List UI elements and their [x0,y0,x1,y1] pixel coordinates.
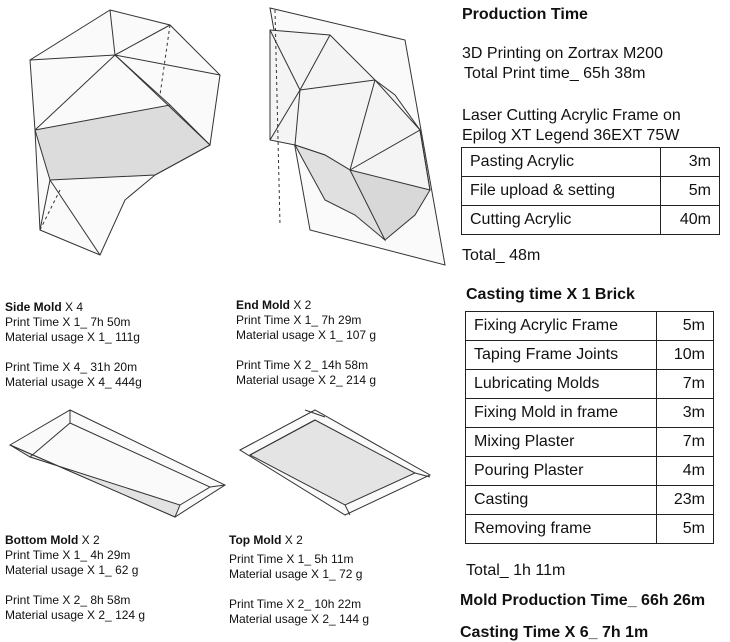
mold-count: X 2 [290,298,312,312]
mold-name: End Mold [236,298,290,312]
mold-line: Material usage X 4_ 444g [5,375,142,389]
mold-line: Material usage X 1_ 62 g [5,563,139,577]
mold-line: Material usage X 2_ 144 g [229,612,370,626]
time-cell: 10m [656,341,713,370]
mold-line: Print Time X 1_ 7h 50m [5,315,131,329]
casting-title: Casting time X 1 Brick [466,286,635,303]
mold-line: Print Time X 2_ 10h 22m [229,597,362,611]
table-row [462,148,720,177]
time-cell: 7m [656,370,713,399]
task-cell: Taping Frame Joints [466,341,657,370]
time-cell: 23m [656,486,713,515]
table-row [466,370,714,399]
mold-line: Material usage X 2_ 124 g [5,608,146,622]
mold-line: Material usage X 1_ 107 g [236,328,377,342]
task-cell: Removing frame [466,515,657,544]
mold-count: X 2 [78,533,100,547]
casting-total: Total_ 1h 11m [466,562,566,579]
mold-line: Material usage X 1_ 111g [5,330,140,344]
task-cell: Casting [466,486,657,515]
table-row [466,312,714,341]
task-cell: Fixing Acrylic Frame [466,312,657,341]
time-cell: 5m [660,177,719,206]
table-row [462,206,720,235]
laser-title-line1: Laser Cutting Acrylic Frame on [462,107,681,124]
mold-line: Print Time X 4_ 31h 20m [5,360,138,374]
printer-line: 3D Printing on Zortrax M200 [462,45,663,62]
top-mold-drawing [235,405,435,520]
mold-name: Bottom Mold [5,533,79,547]
end-mold-drawing [255,0,455,270]
table-row [466,515,714,544]
mold-line: Material usage X 1_ 72 g [229,567,363,581]
task-cell: Cutting Acrylic [462,206,661,235]
total-print-time: Total Print time_ 65h 38m [464,65,646,82]
time-cell: 3m [656,399,713,428]
mold-line [5,345,142,360]
mold-name: Side Mold [5,300,62,314]
casting-time-x6: Casting Time X 6_ 7h 1m [460,624,649,641]
mold-name: Top Mold [229,533,282,547]
table-row [466,341,714,370]
table-row [466,457,714,486]
end-mold-label [236,298,376,388]
mold-line: Print Time X 2_ 14h 58m [236,358,369,372]
task-cell: File upload & setting [462,177,661,206]
mold-line: Print Time X 1_ 7h 29m [236,313,362,327]
time-cell: 4m [656,457,713,486]
table-row [466,428,714,457]
production-time-title: Production Time [462,6,588,23]
mold-line: Print Time X 1_ 4h 29m [5,548,131,562]
mold-line: Print Time X 1_ 5h 11m [229,552,354,566]
mold-line [229,582,369,597]
side-mold-drawing [20,0,230,260]
table-row [462,177,720,206]
time-cell: 5m [656,515,713,544]
time-cell: 5m [656,312,713,341]
table-row [466,486,714,515]
casting-table [465,311,714,544]
mold-count: X 4 [61,300,84,314]
laser-title-line2: Epilog XT Legend 36EXT 75W [462,127,680,144]
laser-table [461,147,720,235]
mold-line [5,578,145,593]
mold-production-time: Mold Production Time_ 66h 26m [460,592,706,609]
task-cell: Mixing Plaster [466,428,657,457]
task-cell: Pouring Plaster [466,457,657,486]
top-mold-label [229,533,369,627]
task-cell: Pasting Acrylic [462,148,661,177]
mold-line: Print Time X 2_ 8h 58m [5,593,131,607]
time-cell: 7m [656,428,713,457]
bottom-mold-drawing [5,405,230,520]
table-row [466,399,714,428]
time-cell: 40m [660,206,719,235]
mold-line: Material usage X 2_ 214 g [236,373,377,387]
side-mold-label [5,300,142,390]
mold-line [236,343,376,358]
laser-total: Total_ 48m [462,247,541,264]
bottom-mold-label [5,533,145,623]
mold-count: X 2 [281,533,303,547]
time-cell: 3m [660,148,719,177]
task-cell: Fixing Mold in frame [466,399,657,428]
task-cell: Lubricating Molds [466,370,657,399]
